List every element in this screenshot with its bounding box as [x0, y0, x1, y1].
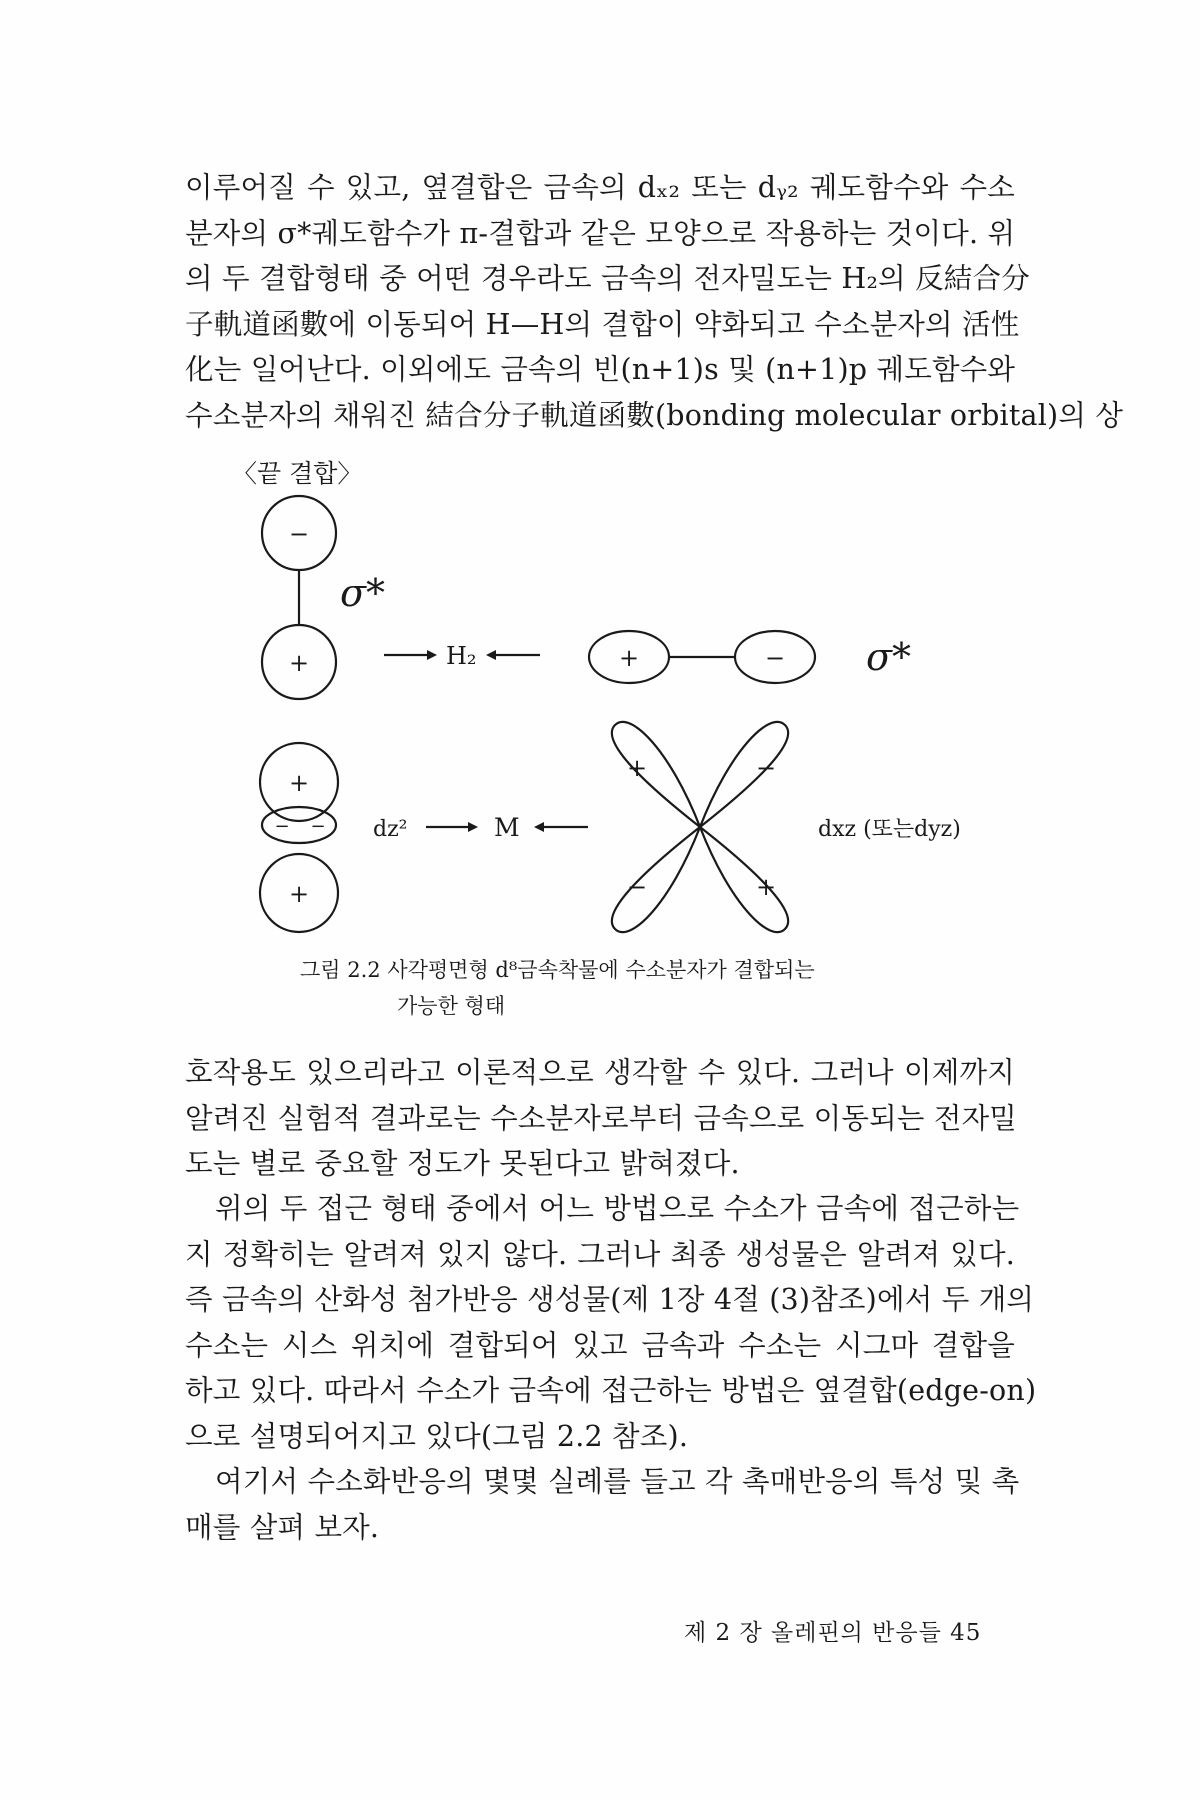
h2-upper-sign: − [288, 520, 310, 548]
text-line: 하고 있다. 따라서 수소가 금속에 접근하는 방법은 옆결합(edge-on) [185, 1374, 1037, 1407]
text-line: 알려진 실험적 결과로는 수소분자로부터 금속으로 이동되는 전자밀 [185, 1101, 1018, 1135]
text-line: 子軌道函數에 이동되어 H—H의 결합이 약화되고 수소분자의 活性 [185, 307, 1020, 341]
caption-line-2: 가능한 형태 [397, 994, 506, 1018]
text-line: 즉 금속의 산화성 첨가반응 생성물(제 1장 4절 (3)참조)에서 두 개의 [185, 1283, 1035, 1316]
dxz-lower-left-sign: − [626, 873, 648, 901]
arrowhead-from-h2 [486, 650, 496, 660]
arrowhead-to-h2 [427, 650, 437, 660]
text-line: 위의 두 접근 형태 중에서 어느 방법으로 수소가 금속에 접근하는 [215, 1192, 1020, 1225]
dxz-upper-right-sign: − [755, 754, 777, 782]
bottom-paragraph-1 [185, 1050, 1018, 1187]
arrowhead-to-m [468, 822, 478, 832]
dz2-upper-sign: + [288, 769, 310, 797]
text-line: 도는 별로 중요할 정도가 못된다고 밝혀졌다. [185, 1147, 740, 1180]
text-line: 매를 살펴 보자. [185, 1510, 380, 1544]
text-line: 으로 설명되어지고 있다(그림 2.2 참조). [185, 1419, 689, 1453]
h2-lower-sign: + [288, 649, 310, 677]
text-line: 여기서 수소화반응의 몇몇 실례를 들고 각 촉매반응의 특성 및 촉 [215, 1465, 1020, 1498]
m-label: M [494, 813, 520, 842]
figure-section-label: 〈끝 결합〉 [232, 459, 363, 488]
dz2-torus-sign-left: − [274, 816, 290, 837]
dxz-upper-left-sign: + [626, 754, 648, 782]
text-line: 수소분자의 채워진 結合分子軌道函數(bonding molecular orbital)의 상 [185, 398, 1124, 432]
text-line: 의 두 결합형태 중 어떤 경우라도 금속의 전자밀도는 H₂의 反結合分 [185, 262, 1030, 295]
bottom-paragraph-3 [185, 1459, 1020, 1550]
text-line: 분자의 σ*궤도함수가 π-결합과 같은 모양으로 작용하는 것이다. 위 [185, 216, 1016, 250]
dz2-label: dz² [373, 817, 408, 842]
h2-label: H₂ [446, 642, 477, 670]
text-line: 이루어질 수 있고, 옆결합은 금속의 dₓ₂ 또는 dᵧ₂ 궤도함수와 수소 [185, 171, 1015, 204]
dxz-label: dxz (또는dyz) [818, 817, 961, 842]
dxz-lobe-lower-left [612, 827, 700, 932]
text-line: 化는 일어난다. 이외에도 금속의 빈(n+1)s 및 (n+1)p 궤도함수와 [185, 353, 1016, 386]
dz2-lower-sign: + [288, 880, 310, 908]
h2-right-sign: − [764, 644, 786, 672]
text-line: 수소는 시스 위치에 결합되어 있고 금속과 수소는 시그마 결합을 [185, 1328, 1015, 1362]
sigma-star-left: σ* [340, 571, 385, 615]
caption-line-1: 그림 2.2 사각평면형 d⁸금속착물에 수소분자가 결합되는 [300, 958, 815, 982]
text-line: 호작용도 있으리라고 이론적으로 생각할 수 있다. 그러나 이제까지 [185, 1056, 1015, 1089]
figure-caption [300, 952, 940, 1024]
bottom-paragraph-2 [185, 1186, 1037, 1459]
page-footer: 제 2 장 올레핀의 반응들 45 [684, 1620, 982, 1646]
text-line: 지 정확히는 알려져 있지 않다. 그러나 최종 생성물은 알려져 있다. [185, 1237, 1015, 1271]
dxz-lower-right-sign: + [755, 873, 777, 901]
h2-left-sign: + [618, 644, 640, 672]
dz2-torus-sign-right: − [310, 816, 326, 837]
arrowhead-from-m [534, 822, 544, 832]
sigma-star-right: σ* [866, 635, 911, 679]
dxz-lobe-upper-left [612, 722, 700, 827]
